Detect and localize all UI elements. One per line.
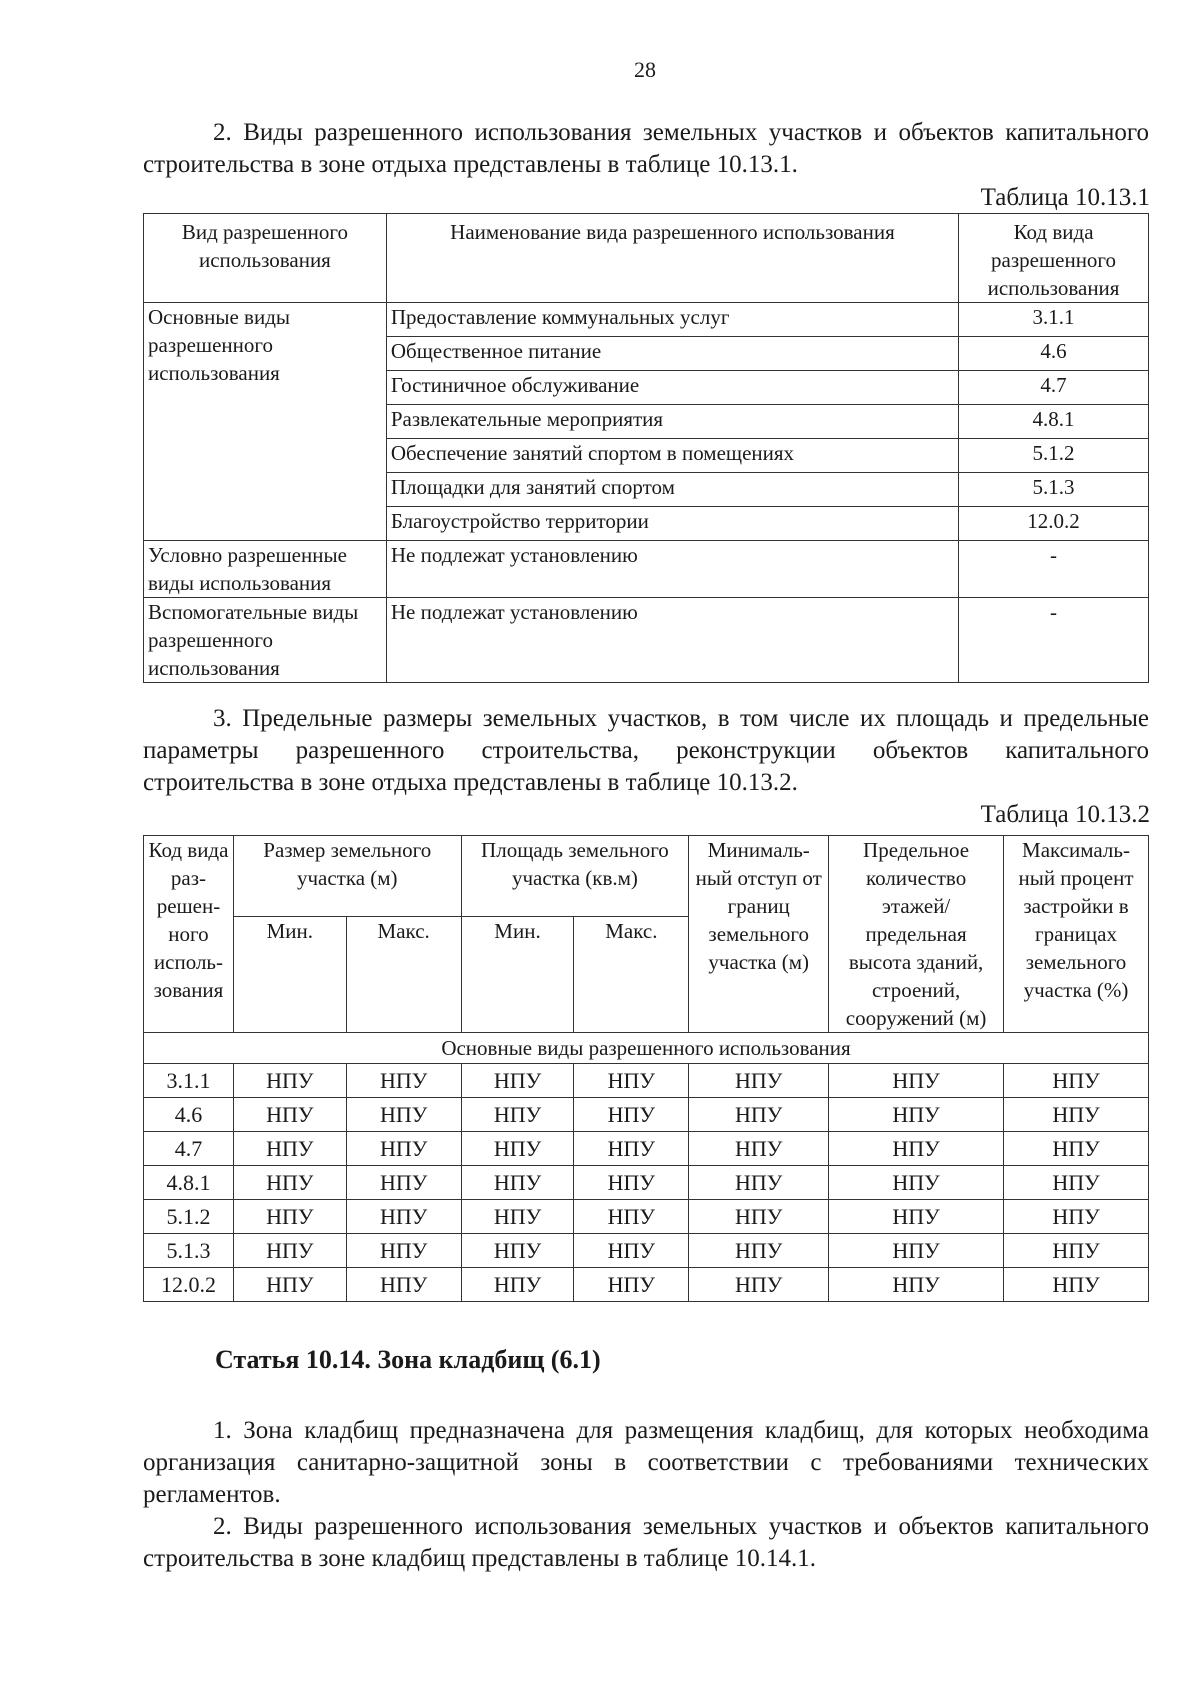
use-name: Не подлежат установлению <box>386 541 958 598</box>
area-min-cell: НПУ <box>461 1234 574 1268</box>
size-max-cell: НПУ <box>346 1098 461 1132</box>
setback-cell: НПУ <box>689 1132 829 1166</box>
use-name: Благоустройство территории <box>386 507 958 541</box>
setback-cell: НПУ <box>689 1268 829 1302</box>
table-row <box>144 1234 1149 1268</box>
size-min-cell: НПУ <box>233 1098 346 1132</box>
paragraph-2: 2. Виды разрешенного использования земельных участков и объектов капитального строительства в зоне отдыха представлены в таблице 10.13.1. <box>143 119 1149 178</box>
setback-cell: НПУ <box>689 1064 829 1098</box>
header-code: Код вида разрешенного использования <box>959 214 1149 303</box>
size-max-cell: НПУ <box>346 1064 461 1098</box>
area-max-cell: НПУ <box>574 1268 689 1302</box>
header-area-min: Мин. <box>461 917 574 1033</box>
floors-cell: НПУ <box>829 1098 1004 1132</box>
table-10-13-1 <box>143 213 1149 683</box>
header-size-min: Мин. <box>233 917 346 1033</box>
floors-cell: НПУ <box>829 1064 1004 1098</box>
table-row <box>144 1200 1149 1234</box>
size-min-cell: НПУ <box>233 1064 346 1098</box>
area-max-cell: НПУ <box>574 1132 689 1166</box>
floors-cell: НПУ <box>829 1268 1004 1302</box>
use-name: Обеспечение занятий спортом в помещениях <box>386 439 958 473</box>
table-row <box>144 1098 1149 1132</box>
table-10-13-2 <box>143 835 1149 1302</box>
row-code-cell: 3.1.1 <box>144 1064 234 1098</box>
floors-cell: НПУ <box>829 1166 1004 1200</box>
row-code-cell: 4.6 <box>144 1098 234 1132</box>
percent-cell: НПУ <box>1004 1098 1149 1132</box>
row-code-cell: 12.0.2 <box>144 1268 234 1302</box>
area-min-cell: НПУ <box>461 1132 574 1166</box>
size-min-cell: НПУ <box>233 1234 346 1268</box>
article-paragraph-1: 1. Зона кладбищ предназначена для размещения кладбищ, для которых необходима организация санитарно-защитной зоны в соответствии с требованиями технических регламентов. <box>143 1417 1149 1508</box>
area-max-cell: НПУ <box>574 1200 689 1234</box>
table-row <box>144 598 1149 683</box>
group-label: Условно разрешенные виды использования <box>144 541 387 598</box>
use-code: 4.7 <box>959 371 1149 405</box>
area-min-cell: НПУ <box>461 1064 574 1098</box>
row-code-cell: 4.7 <box>144 1132 234 1166</box>
table-header-row <box>144 836 1149 917</box>
use-code: 4.8.1 <box>959 405 1149 439</box>
row-code-cell: 5.1.3 <box>144 1234 234 1268</box>
header-percent: Максималь-ный процент застройки в границах земельного участка (%) <box>1004 836 1149 1033</box>
size-max-cell: НПУ <box>346 1268 461 1302</box>
size-min-cell: НПУ <box>233 1200 346 1234</box>
use-name: Площадки для занятий спортом <box>386 473 958 507</box>
group-label: Вспомогательные виды разрешенного использования <box>144 598 387 683</box>
floors-cell: НПУ <box>829 1132 1004 1166</box>
percent-cell: НПУ <box>1004 1166 1149 1200</box>
use-name: Общественное питание <box>386 337 958 371</box>
area-min-cell: НПУ <box>461 1166 574 1200</box>
section-row <box>144 1033 1149 1064</box>
area-min-cell: НПУ <box>461 1200 574 1234</box>
row-code-cell: 5.1.2 <box>144 1200 234 1234</box>
use-code: - <box>959 541 1149 598</box>
table-caption-10-13-2: Таблица 10.13.2 <box>980 801 1150 828</box>
use-code: 4.6 <box>959 337 1149 371</box>
size-min-cell: НПУ <box>233 1132 346 1166</box>
use-name: Не подлежат установлению <box>386 598 958 683</box>
size-min-cell: НПУ <box>233 1166 346 1200</box>
size-min-cell: НПУ <box>233 1268 346 1302</box>
percent-cell: НПУ <box>1004 1132 1149 1166</box>
table-row <box>144 1132 1149 1166</box>
use-name: Развлекательные мероприятия <box>386 405 958 439</box>
size-max-cell: НПУ <box>346 1234 461 1268</box>
percent-cell: НПУ <box>1004 1200 1149 1234</box>
area-max-cell: НПУ <box>574 1166 689 1200</box>
table-row <box>144 1166 1149 1200</box>
size-max-cell: НПУ <box>346 1166 461 1200</box>
section-label: Основные виды разрешенного использования <box>144 1033 1149 1064</box>
percent-cell: НПУ <box>1004 1234 1149 1268</box>
area-max-cell: НПУ <box>574 1098 689 1132</box>
use-code: 12.0.2 <box>959 507 1149 541</box>
setback-cell: НПУ <box>689 1200 829 1234</box>
table-caption-10-13-1: Таблица 10.13.1 <box>980 184 1150 211</box>
area-min-cell: НПУ <box>461 1268 574 1302</box>
table-row <box>144 303 1149 337</box>
area-max-cell: НПУ <box>574 1064 689 1098</box>
percent-cell: НПУ <box>1004 1064 1149 1098</box>
header-kind: Вид разрешенного использования <box>144 214 387 303</box>
setback-cell: НПУ <box>689 1166 829 1200</box>
row-code-cell: 4.8.1 <box>144 1166 234 1200</box>
use-name: Гостиничное обслуживание <box>386 371 958 405</box>
percent-cell: НПУ <box>1004 1268 1149 1302</box>
use-code: 5.1.3 <box>959 473 1149 507</box>
table-row <box>144 1064 1149 1098</box>
group-label: Основные виды разрешенного использования <box>144 303 387 541</box>
use-name: Предоставление коммунальных услуг <box>386 303 958 337</box>
setback-cell: НПУ <box>689 1098 829 1132</box>
use-code: 5.1.2 <box>959 439 1149 473</box>
area-max-cell: НПУ <box>574 1234 689 1268</box>
header-floors: Предельное количество этажей/ предельная высота зданий, строений, сооружений (м) <box>829 836 1004 1033</box>
article-paragraph-2: 2. Виды разрешенного использования земельных участков и объектов капитального строительства в зоне кладбищ представлены в таблице 10.14.1. <box>143 1513 1149 1572</box>
header-size: Размер земельного участка (м) <box>233 836 461 917</box>
header-size-max: Макс. <box>346 917 461 1033</box>
header-area: Площадь земельного участка (кв.м) <box>461 836 689 917</box>
table-row <box>144 541 1149 598</box>
article-heading: Статья 10.14. Зона кладбищ (6.1) <box>215 1345 601 1374</box>
table-row <box>144 1268 1149 1302</box>
setback-cell: НПУ <box>689 1234 829 1268</box>
use-code: 3.1.1 <box>959 303 1149 337</box>
table-header-row <box>144 214 1149 303</box>
header-setback: Минималь-ный отступ от границ земельного участка (м) <box>689 836 829 1033</box>
area-min-cell: НПУ <box>461 1098 574 1132</box>
floors-cell: НПУ <box>829 1200 1004 1234</box>
use-code: - <box>959 598 1149 683</box>
page-number: 28 <box>634 57 656 82</box>
paragraph-3: 3. Предельные размеры земельных участков, в том числе их площадь и предельные параметры разрешенного строительства, реконструкции объектов капитального строительства в зоне отдыха представлены в таблице 10.13.2. <box>143 705 1149 796</box>
floors-cell: НПУ <box>829 1234 1004 1268</box>
header-area-max: Макс. <box>574 917 689 1033</box>
size-max-cell: НПУ <box>346 1132 461 1166</box>
size-max-cell: НПУ <box>346 1200 461 1234</box>
header-code: Код вида раз-решен-ного исполь-зования <box>144 836 234 1033</box>
header-name: Наименование вида разрешенного использования <box>386 214 958 303</box>
